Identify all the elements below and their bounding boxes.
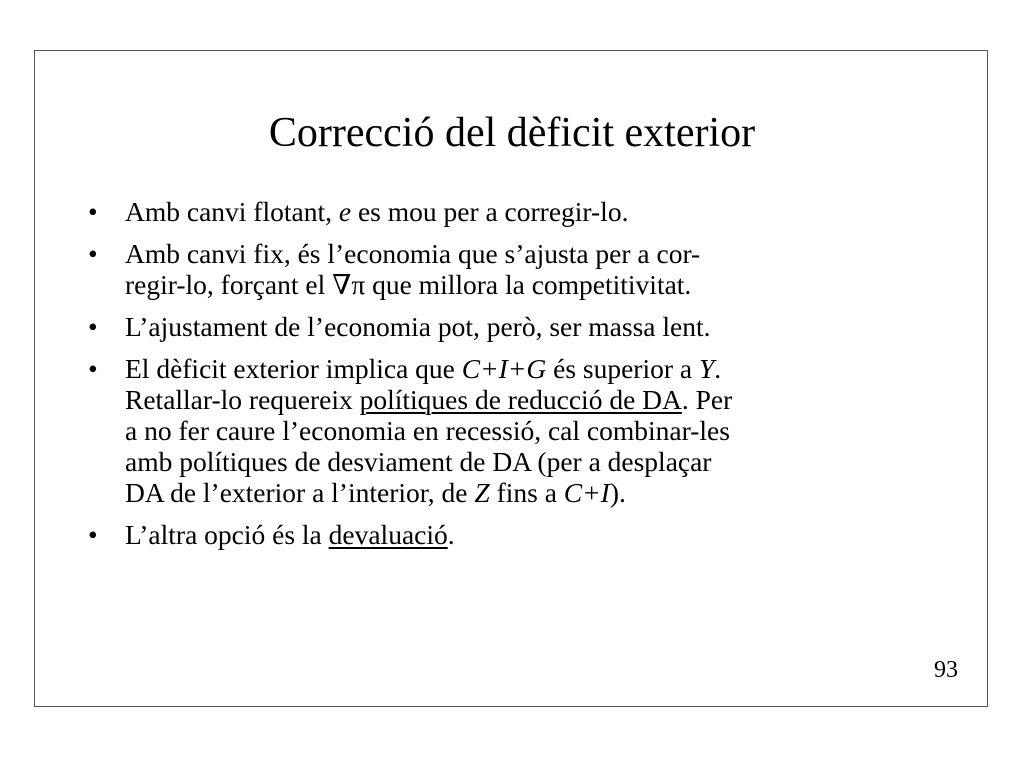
slide-title: Correcció del dèficit exterior [268,110,756,156]
bullet-line: Retallar-lo requereix polítiques de reducció de DA. Per [125,384,733,415]
bullet-line: regir-lo, forçant el ∇π que millora la competitivitat. [125,269,692,300]
bullet-line: amb polítiques de desviament de DA (per a desplaçar [125,446,712,477]
bullet-dot: • [88,238,98,269]
bullet-list [88,196,958,561]
bullet-dot: • [88,311,98,342]
bullet-line: DA de l’exterior a l’interior, de Z fins a C+I). [125,477,626,508]
variable-z: Z [474,477,490,508]
bullet-line: El dèficit exterior implica que C+I+G és superior a Y. [125,353,722,384]
variable-ci: C+I [563,477,610,508]
bullet-dot: • [88,519,98,550]
page-number: 93 [934,657,958,683]
nabla-pi-symbol: ∇π [332,269,366,300]
variable-e: e [338,196,352,227]
bullet-item-deficit-policies [88,353,958,508]
bullet-line: L’altra opció és la devaluació. [125,519,455,550]
bullet-dot: • [88,196,98,227]
bullet-item-devaluation [88,519,958,550]
link-devaluation[interactable]: devaluació [328,519,448,550]
bullet-line: a no fer caure l’economia en recessió, cal combinar-les [125,415,730,446]
link-demand-reduction-policies[interactable]: polítiques de reducció de DA [359,384,682,415]
bullet-line: Amb canvi flotant, e es mou per a corregir-lo. [125,196,629,227]
bullet-line: Amb canvi fix, és l’economia que s’ajusta per a cor- [125,238,701,269]
bullet-item-fixed-exchange [88,238,958,300]
variable-y: Y [698,353,715,384]
variable-cig: C+I+G [461,353,547,384]
bullet-line: L’ajustament de l’economia pot, però, ser massa lent. [125,311,711,342]
bullet-item-slow-adjustment [88,311,958,342]
bullet-item-floating-exchange [88,196,958,227]
bullet-dot: • [88,353,98,384]
